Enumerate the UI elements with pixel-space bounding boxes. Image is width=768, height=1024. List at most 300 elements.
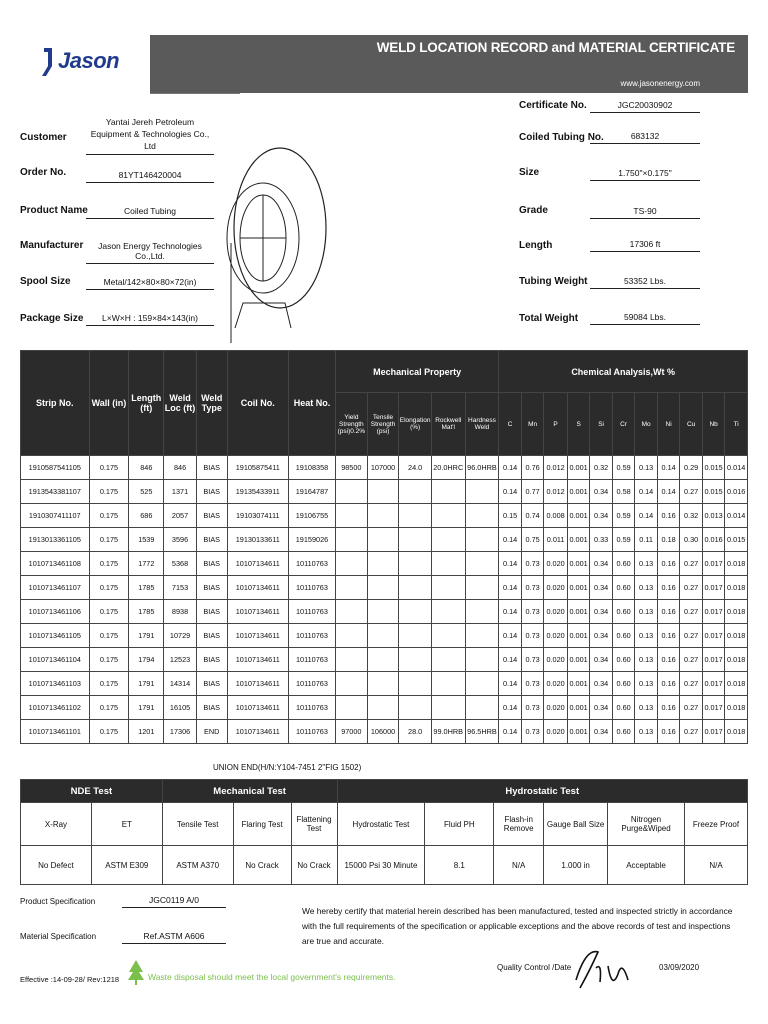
table-cell: 0.14 bbox=[635, 504, 658, 528]
product-spec-value: JGC0119 A/0 bbox=[122, 895, 226, 908]
table-cell: 0.34 bbox=[590, 552, 613, 576]
table-cell bbox=[465, 504, 499, 528]
table-cell: 0.018 bbox=[725, 696, 748, 720]
table-cell: 0.27 bbox=[680, 624, 703, 648]
table-cell: 19108358 bbox=[288, 456, 335, 480]
table-cell bbox=[367, 648, 399, 672]
table-cell: 0.73 bbox=[521, 648, 544, 672]
table-cell: 19106755 bbox=[288, 504, 335, 528]
table-cell bbox=[367, 480, 399, 504]
table-cell: 0.175 bbox=[89, 576, 129, 600]
order-no-label: Order No. bbox=[20, 167, 67, 178]
table-cell: 10729 bbox=[164, 624, 197, 648]
header-chem-p: P bbox=[544, 393, 568, 456]
customer-value: Yantai Jereh Petroleum Equipment & Technologies Co., Ltd bbox=[86, 116, 214, 155]
test-name: Nitrogen Purge&Wiped bbox=[608, 803, 685, 846]
table-row bbox=[21, 456, 748, 480]
table-cell: 0.001 bbox=[567, 624, 590, 648]
table-cell: 0.27 bbox=[680, 696, 703, 720]
header-mech-sub-0: Yield Strength (psi)0.2% bbox=[335, 393, 367, 456]
table-cell: 0.60 bbox=[612, 696, 635, 720]
header-coil-no: Coil No. bbox=[227, 351, 288, 456]
table-cell: 0.175 bbox=[89, 720, 129, 744]
test-value: ASTM E309 bbox=[91, 846, 162, 885]
table-cell: 16105 bbox=[164, 696, 197, 720]
tubing-weight-value: 53352 Lbs. bbox=[590, 276, 700, 289]
header-chem-si: Si bbox=[590, 393, 613, 456]
table-cell: 1785 bbox=[129, 576, 164, 600]
table-cell: 0.020 bbox=[544, 552, 568, 576]
table-cell: 0.13 bbox=[635, 720, 658, 744]
hydrostatic-test-header: Hydrostatic Test bbox=[337, 780, 748, 803]
table-cell: 106000 bbox=[367, 720, 399, 744]
table-cell bbox=[367, 600, 399, 624]
table-cell: 0.27 bbox=[680, 576, 703, 600]
table-cell: 0.27 bbox=[680, 648, 703, 672]
test-name: Flattening Test bbox=[291, 803, 337, 846]
table-cell: 0.73 bbox=[521, 600, 544, 624]
certification-statement: We hereby certify that material herein described has been manufactured, tested and inspected strictly in accordance with the full requirements of the specification or applicable exceptions and the above records of test and inspections are true and accurate. bbox=[302, 906, 733, 946]
test-value: 1.000 in bbox=[544, 846, 608, 885]
table-cell: 0.74 bbox=[521, 504, 544, 528]
table-cell: 0.34 bbox=[590, 672, 613, 696]
header-chem-nb: Nb bbox=[702, 393, 725, 456]
table-row bbox=[21, 552, 748, 576]
table-cell: 19164787 bbox=[288, 480, 335, 504]
table-cell: 0.016 bbox=[725, 480, 748, 504]
table-cell: 0.001 bbox=[567, 456, 590, 480]
table-cell: 0.175 bbox=[89, 504, 129, 528]
table-cell: 0.020 bbox=[544, 624, 568, 648]
table-cell: 10110763 bbox=[288, 552, 335, 576]
table-cell: 0.13 bbox=[635, 576, 658, 600]
length-label: Length bbox=[519, 240, 553, 251]
table-cell: 107000 bbox=[367, 456, 399, 480]
table-cell bbox=[431, 600, 465, 624]
table-cell: 0.017 bbox=[702, 672, 725, 696]
table-cell: 0.015 bbox=[702, 456, 725, 480]
table-cell: 24.0 bbox=[399, 456, 431, 480]
table-cell: 0.016 bbox=[702, 528, 725, 552]
table-cell: 846 bbox=[164, 456, 197, 480]
table-cell: 0.017 bbox=[702, 696, 725, 720]
table-cell: 0.020 bbox=[544, 672, 568, 696]
table-cell: 0.14 bbox=[635, 480, 658, 504]
table-cell: 8938 bbox=[164, 600, 197, 624]
table-cell: 1010713461101 bbox=[21, 720, 90, 744]
manufacturer-label: Manufacturer bbox=[20, 240, 84, 251]
table-cell bbox=[431, 552, 465, 576]
table-cell: 10110763 bbox=[288, 720, 335, 744]
table-cell: 0.013 bbox=[702, 504, 725, 528]
table-cell: 1913543381107 bbox=[21, 480, 90, 504]
table-cell: 0.29 bbox=[680, 456, 703, 480]
table-cell: 0.73 bbox=[521, 576, 544, 600]
table-cell bbox=[399, 648, 431, 672]
header-chem-ti: Ti bbox=[725, 393, 748, 456]
table-cell: BIAS bbox=[196, 528, 227, 552]
table-cell bbox=[431, 696, 465, 720]
table-cell: 7153 bbox=[164, 576, 197, 600]
table-cell bbox=[399, 552, 431, 576]
table-cell: 0.018 bbox=[725, 648, 748, 672]
table-cell: 0.14 bbox=[657, 456, 680, 480]
table-cell: 0.001 bbox=[567, 696, 590, 720]
table-cell: 0.175 bbox=[89, 672, 129, 696]
table-cell: 3596 bbox=[164, 528, 197, 552]
table-cell: 0.001 bbox=[567, 648, 590, 672]
table-cell: 0.73 bbox=[521, 720, 544, 744]
table-cell: 0.77 bbox=[521, 480, 544, 504]
table-cell: 19105875411 bbox=[227, 456, 288, 480]
table-cell bbox=[367, 552, 399, 576]
package-size-label: Package Size bbox=[20, 313, 84, 324]
table-cell: 0.16 bbox=[657, 600, 680, 624]
coil-spool-diagram bbox=[225, 143, 335, 343]
table-cell bbox=[465, 600, 499, 624]
table-cell: 0.14 bbox=[499, 648, 522, 672]
table-cell: 0.60 bbox=[612, 720, 635, 744]
table-cell: 0.13 bbox=[635, 648, 658, 672]
table-row bbox=[21, 672, 748, 696]
spool-size-value: Metal/142×80×80×72(in) bbox=[86, 277, 214, 290]
table-cell: 0.012 bbox=[544, 456, 568, 480]
table-cell bbox=[367, 528, 399, 552]
table-cell: 846 bbox=[129, 456, 164, 480]
table-cell: 0.001 bbox=[567, 720, 590, 744]
table-cell: 0.13 bbox=[635, 672, 658, 696]
table-cell: 0.13 bbox=[635, 624, 658, 648]
table-cell: 0.73 bbox=[521, 624, 544, 648]
table-cell: 0.015 bbox=[725, 528, 748, 552]
table-cell: 0.175 bbox=[89, 552, 129, 576]
table-cell: 0.27 bbox=[680, 552, 703, 576]
tubing-weight-label: Tubing Weight bbox=[519, 276, 588, 287]
table-cell: 0.012 bbox=[544, 480, 568, 504]
total-weight-value: 59084 Lbs. bbox=[590, 312, 700, 325]
table-cell: 1785 bbox=[129, 600, 164, 624]
table-cell: 0.008 bbox=[544, 504, 568, 528]
table-cell: 0.75 bbox=[521, 528, 544, 552]
test-value: 15000 Psi 30 Minute bbox=[337, 846, 425, 885]
table-cell bbox=[431, 504, 465, 528]
header-chem-mn: Mn bbox=[521, 393, 544, 456]
table-cell bbox=[431, 480, 465, 504]
table-cell bbox=[335, 672, 367, 696]
table-cell: 14314 bbox=[164, 672, 197, 696]
table-cell: 1010713461104 bbox=[21, 648, 90, 672]
table-cell: 0.27 bbox=[680, 480, 703, 504]
table-cell bbox=[399, 624, 431, 648]
table-cell: BIAS bbox=[196, 504, 227, 528]
divider bbox=[150, 93, 240, 94]
customer-label: Customer bbox=[20, 132, 67, 143]
table-cell: 0.59 bbox=[612, 528, 635, 552]
test-name: Flaring Test bbox=[233, 803, 291, 846]
material-spec-label: Material Specification bbox=[20, 932, 97, 941]
table-cell bbox=[465, 480, 499, 504]
table-row bbox=[21, 600, 748, 624]
logo-text: Jason bbox=[58, 48, 120, 73]
table-cell: 0.32 bbox=[680, 504, 703, 528]
table-cell: 0.14 bbox=[499, 600, 522, 624]
table-cell: 0.011 bbox=[544, 528, 568, 552]
table-cell: 0.14 bbox=[657, 480, 680, 504]
table-cell bbox=[399, 576, 431, 600]
test-name: Tensile Test bbox=[162, 803, 233, 846]
table-row bbox=[21, 528, 748, 552]
package-size-value: L×W×H : 159×84×143(in) bbox=[86, 313, 214, 326]
table-cell: 10107134611 bbox=[227, 552, 288, 576]
table-cell: 0.32 bbox=[590, 456, 613, 480]
table-cell bbox=[367, 624, 399, 648]
header-chem-ni: Ni bbox=[657, 393, 680, 456]
table-cell: 0.001 bbox=[567, 528, 590, 552]
table-cell: 10110763 bbox=[288, 696, 335, 720]
table-cell: 0.001 bbox=[567, 672, 590, 696]
table-cell: 0.018 bbox=[725, 552, 748, 576]
table-cell: 0.017 bbox=[702, 576, 725, 600]
product-spec-label: Product Specification bbox=[20, 897, 96, 906]
coiled-tubing-no-value: 683132 bbox=[590, 131, 700, 144]
test-value: N/A bbox=[684, 846, 747, 885]
table-cell: 0.60 bbox=[612, 600, 635, 624]
header-chemical-analysis: Chemical Analysis,Wt % bbox=[499, 351, 748, 393]
table-cell: 0.14 bbox=[499, 696, 522, 720]
test-name: ET bbox=[91, 803, 162, 846]
table-cell bbox=[465, 576, 499, 600]
table-cell bbox=[335, 552, 367, 576]
table-cell bbox=[335, 504, 367, 528]
table-cell: 0.018 bbox=[725, 720, 748, 744]
table-cell: 0.020 bbox=[544, 576, 568, 600]
table-cell: 28.0 bbox=[399, 720, 431, 744]
table-cell bbox=[399, 600, 431, 624]
coiled-tubing-no-label: Coiled Tubing No. bbox=[519, 132, 604, 143]
tree-icon bbox=[127, 958, 145, 986]
table-cell bbox=[367, 696, 399, 720]
test-name: Freeze Proof bbox=[684, 803, 747, 846]
table-cell: 0.16 bbox=[657, 696, 680, 720]
table-cell bbox=[335, 576, 367, 600]
table-cell bbox=[399, 672, 431, 696]
table-cell bbox=[399, 504, 431, 528]
table-cell: 0.175 bbox=[89, 480, 129, 504]
table-cell: 0.175 bbox=[89, 624, 129, 648]
table-cell bbox=[367, 576, 399, 600]
table-cell bbox=[431, 576, 465, 600]
table-cell: 10107134611 bbox=[227, 672, 288, 696]
table-cell: 0.34 bbox=[590, 648, 613, 672]
table-cell: 10110763 bbox=[288, 624, 335, 648]
table-cell: 0.59 bbox=[612, 504, 635, 528]
table-cell: 2057 bbox=[164, 504, 197, 528]
table-cell: 0.73 bbox=[521, 672, 544, 696]
nde-test-header: NDE Test bbox=[21, 780, 163, 803]
table-cell: 0.175 bbox=[89, 648, 129, 672]
table-cell bbox=[465, 672, 499, 696]
header-wall: Wall (in) bbox=[89, 351, 129, 456]
table-cell bbox=[335, 480, 367, 504]
certification-date: 03/09/2020 bbox=[659, 963, 700, 972]
table-cell: 10107134611 bbox=[227, 648, 288, 672]
table-cell: 1539 bbox=[129, 528, 164, 552]
waste-disposal-note: Waste disposal should meet the local government's requirements. bbox=[148, 972, 396, 982]
header-chem-mo: Mo bbox=[635, 393, 658, 456]
table-cell: 0.18 bbox=[657, 528, 680, 552]
table-cell: 0.020 bbox=[544, 600, 568, 624]
table-cell: 0.175 bbox=[89, 600, 129, 624]
table-cell: 0.73 bbox=[521, 696, 544, 720]
table-row bbox=[21, 624, 748, 648]
table-cell bbox=[399, 528, 431, 552]
table-cell: BIAS bbox=[196, 672, 227, 696]
table-cell: 1791 bbox=[129, 624, 164, 648]
table-cell: 525 bbox=[129, 480, 164, 504]
table-cell: 0.015 bbox=[702, 480, 725, 504]
weld-record-table bbox=[20, 350, 748, 744]
test-value: N/A bbox=[494, 846, 544, 885]
header-chem-c: C bbox=[499, 393, 522, 456]
header-mech-sub-4: Hardness Weld bbox=[465, 393, 499, 456]
table-cell: 20.0HRC bbox=[431, 456, 465, 480]
table-cell: BIAS bbox=[196, 456, 227, 480]
table-cell bbox=[335, 648, 367, 672]
table-cell: 0.020 bbox=[544, 720, 568, 744]
table-cell: 0.14 bbox=[499, 720, 522, 744]
header-mechanical-property: Mechanical Property bbox=[335, 351, 498, 393]
table-cell: 0.14 bbox=[499, 552, 522, 576]
table-row bbox=[21, 480, 748, 504]
table-cell: 1010713461103 bbox=[21, 672, 90, 696]
table-cell: 0.60 bbox=[612, 648, 635, 672]
table-cell: 10107134611 bbox=[227, 600, 288, 624]
table-cell: 0.76 bbox=[521, 456, 544, 480]
table-cell: 0.73 bbox=[521, 552, 544, 576]
table-cell: 0.175 bbox=[89, 696, 129, 720]
header-weld-type: Weld Type bbox=[196, 351, 227, 456]
table-cell: 0.27 bbox=[680, 672, 703, 696]
order-no-value: 81YT146420004 bbox=[86, 170, 214, 183]
table-cell bbox=[367, 672, 399, 696]
table-cell: 0.59 bbox=[612, 456, 635, 480]
product-name-value: Coiled Tubing bbox=[86, 206, 214, 219]
table-cell bbox=[399, 480, 431, 504]
table-row bbox=[21, 720, 748, 744]
table-cell: 0.017 bbox=[702, 648, 725, 672]
table-cell bbox=[465, 624, 499, 648]
table-cell: 0.15 bbox=[499, 504, 522, 528]
header-heat-no: Heat No. bbox=[288, 351, 335, 456]
table-cell: 1791 bbox=[129, 696, 164, 720]
table-cell: 10110763 bbox=[288, 648, 335, 672]
table-cell: 0.11 bbox=[635, 528, 658, 552]
website-text: www.jasonenergy.com bbox=[620, 79, 700, 88]
table-cell: 10107134611 bbox=[227, 720, 288, 744]
table-cell: 1913013361105 bbox=[21, 528, 90, 552]
table-cell: END bbox=[196, 720, 227, 744]
header-chem-s: S bbox=[567, 393, 590, 456]
table-cell: 0.014 bbox=[725, 504, 748, 528]
table-cell: 12523 bbox=[164, 648, 197, 672]
header-mech-sub-1: Tensile Strength (psi) bbox=[367, 393, 399, 456]
table-cell: 10110763 bbox=[288, 576, 335, 600]
grade-label: Grade bbox=[519, 205, 548, 216]
grade-value: TS-90 bbox=[590, 206, 700, 219]
table-cell: 0.34 bbox=[590, 480, 613, 504]
table-cell bbox=[399, 696, 431, 720]
table-cell: 10107134611 bbox=[227, 696, 288, 720]
table-cell: 0.27 bbox=[680, 720, 703, 744]
table-row bbox=[21, 576, 748, 600]
table-cell: 0.014 bbox=[725, 456, 748, 480]
table-cell: 0.018 bbox=[725, 672, 748, 696]
table-cell bbox=[335, 696, 367, 720]
table-cell: 1791 bbox=[129, 672, 164, 696]
table-cell: BIAS bbox=[196, 552, 227, 576]
table-cell: 0.020 bbox=[544, 696, 568, 720]
table-cell: 0.13 bbox=[635, 552, 658, 576]
table-cell: 0.017 bbox=[702, 600, 725, 624]
certificate-no-label: Certificate No. bbox=[519, 100, 587, 111]
table-cell: 0.16 bbox=[657, 648, 680, 672]
table-cell: 0.60 bbox=[612, 576, 635, 600]
test-name: Gauge Ball Size bbox=[544, 803, 608, 846]
table-cell bbox=[335, 624, 367, 648]
table-cell: 0.14 bbox=[499, 456, 522, 480]
test-value: No Defect bbox=[21, 846, 92, 885]
table-cell: 1910587541105 bbox=[21, 456, 90, 480]
table-cell: 0.30 bbox=[680, 528, 703, 552]
table-cell: 99.0HRB bbox=[431, 720, 465, 744]
table-cell: 0.001 bbox=[567, 576, 590, 600]
table-cell: 0.001 bbox=[567, 480, 590, 504]
table-cell: 17306 bbox=[164, 720, 197, 744]
table-cell bbox=[465, 528, 499, 552]
table-cell: 0.017 bbox=[702, 720, 725, 744]
table-cell: 0.33 bbox=[590, 528, 613, 552]
header-weld-loc: Weld Loc (ft) bbox=[164, 351, 197, 456]
table-cell: 0.001 bbox=[567, 552, 590, 576]
test-values-row bbox=[21, 846, 748, 885]
table-cell: 5368 bbox=[164, 552, 197, 576]
table-cell: 1371 bbox=[164, 480, 197, 504]
table-cell: 0.13 bbox=[635, 696, 658, 720]
table-cell bbox=[465, 648, 499, 672]
table-cell: 1772 bbox=[129, 552, 164, 576]
test-name: X-Ray bbox=[21, 803, 92, 846]
table-cell: 19135433911 bbox=[227, 480, 288, 504]
table-cell: BIAS bbox=[196, 624, 227, 648]
test-names-row bbox=[21, 803, 748, 846]
union-end-note: UNION END(H/N:Y104-7451 2"FIG 1502) bbox=[213, 763, 362, 772]
table-cell: BIAS bbox=[196, 600, 227, 624]
spool-size-label: Spool Size bbox=[20, 276, 71, 287]
test-name: Fluid PH bbox=[425, 803, 494, 846]
table-cell: 0.018 bbox=[725, 576, 748, 600]
length-value: 17306 ft bbox=[590, 239, 700, 252]
table-cell: BIAS bbox=[196, 480, 227, 504]
table-row bbox=[21, 504, 748, 528]
test-value: No Crack bbox=[233, 846, 291, 885]
test-value: Acceptable bbox=[608, 846, 685, 885]
table-cell: 0.14 bbox=[499, 528, 522, 552]
table-cell: 0.13 bbox=[635, 600, 658, 624]
header-length: Length (ft) bbox=[129, 351, 164, 456]
document-title: WELD LOCATION RECORD and MATERIAL CERTIFICATE bbox=[376, 40, 735, 55]
table-cell: 0.14 bbox=[499, 576, 522, 600]
table-cell: 1010713461106 bbox=[21, 600, 90, 624]
